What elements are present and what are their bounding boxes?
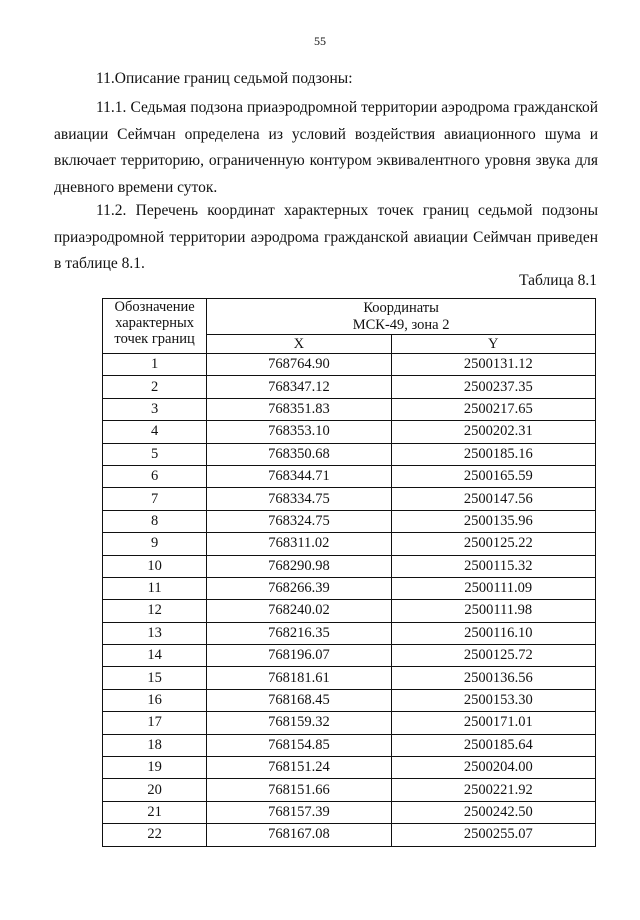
x-coordinate-cell: 768290.98 xyxy=(207,555,391,577)
point-number-cell: 9 xyxy=(103,533,207,555)
point-number-cell: 16 xyxy=(103,689,207,711)
x-coordinate-cell: 768347.12 xyxy=(207,376,391,398)
point-number-cell: 5 xyxy=(103,443,207,465)
y-coordinate-cell: 2500217.65 xyxy=(391,398,595,420)
y-coordinate-cell: 2500204.00 xyxy=(391,757,595,779)
table-row xyxy=(103,533,596,555)
point-number-cell: 7 xyxy=(103,488,207,510)
table-row xyxy=(103,555,596,577)
y-coordinate-cell: 2500185.16 xyxy=(391,443,595,465)
table-row xyxy=(103,689,596,711)
section-heading: 11.Описание границ седьмой подзоны: xyxy=(96,70,353,87)
x-coordinate-cell: 768311.02 xyxy=(207,533,391,555)
header-coordinates-title: Координаты xyxy=(363,299,439,316)
x-coordinate-cell: 768196.07 xyxy=(207,645,391,667)
page-number: 55 xyxy=(314,34,326,48)
point-number-cell: 4 xyxy=(103,421,207,443)
y-coordinate-cell: 2500147.56 xyxy=(391,488,595,510)
table-body xyxy=(103,354,596,847)
header-points: Обозначение характерных точек границ xyxy=(103,299,207,354)
point-number-cell: 2 xyxy=(103,376,207,398)
y-coordinate-cell: 2500125.22 xyxy=(391,533,595,555)
x-coordinate-cell: 768151.24 xyxy=(207,757,391,779)
point-number-cell: 20 xyxy=(103,779,207,801)
x-coordinate-cell: 768350.68 xyxy=(207,443,391,465)
table-row xyxy=(103,488,596,510)
y-coordinate-cell: 2500255.07 xyxy=(391,824,595,846)
x-coordinate-cell: 768344.71 xyxy=(207,465,391,487)
table-row xyxy=(103,622,596,644)
y-coordinate-cell: 2500202.31 xyxy=(391,421,595,443)
y-coordinate-cell: 2500131.12 xyxy=(391,354,595,376)
x-coordinate-cell: 768167.08 xyxy=(207,824,391,846)
table-row xyxy=(103,600,596,622)
y-coordinate-cell: 2500171.01 xyxy=(391,712,595,734)
paragraph-11-1: 11.1. Седьмая подзона приаэродромной территории аэродрома гражданской авиации Сеймчан определена из условий воздействия авиационного шума и включает территорию, ограниченную контуром эквивалентного уровня звука для дневного времени суток. xyxy=(54,99,598,196)
header-coordinates xyxy=(207,299,596,335)
point-number-cell: 10 xyxy=(103,555,207,577)
header-coordinate-system: МСК-49, зона 2 xyxy=(352,316,450,333)
point-number-cell: 12 xyxy=(103,600,207,622)
point-number-cell: 19 xyxy=(103,757,207,779)
point-number-cell: 13 xyxy=(103,622,207,644)
table-row xyxy=(103,510,596,532)
y-coordinate-cell: 2500153.30 xyxy=(391,689,595,711)
y-coordinate-cell: 2500115.32 xyxy=(391,555,595,577)
point-number-cell: 3 xyxy=(103,398,207,420)
header-y: Y xyxy=(391,335,595,354)
table-row xyxy=(103,354,596,376)
point-number-cell: 8 xyxy=(103,510,207,532)
table-row xyxy=(103,577,596,599)
y-coordinate-cell: 2500135.96 xyxy=(391,510,595,532)
x-coordinate-cell: 768324.75 xyxy=(207,510,391,532)
y-coordinate-cell: 2500242.50 xyxy=(391,801,595,823)
table-row xyxy=(103,398,596,420)
table-row xyxy=(103,824,596,846)
point-number-cell: 18 xyxy=(103,734,207,756)
x-coordinate-cell: 768181.61 xyxy=(207,667,391,689)
header-x: X xyxy=(207,335,391,354)
x-coordinate-cell: 768168.45 xyxy=(207,689,391,711)
x-coordinate-cell: 768353.10 xyxy=(207,421,391,443)
point-number-cell: 17 xyxy=(103,712,207,734)
y-coordinate-cell: 2500111.09 xyxy=(391,577,595,599)
point-number-cell: 1 xyxy=(103,354,207,376)
point-number-cell: 14 xyxy=(103,645,207,667)
table-row xyxy=(103,376,596,398)
x-coordinate-cell: 768154.85 xyxy=(207,734,391,756)
x-coordinate-cell: 768764.90 xyxy=(207,354,391,376)
table-caption: Таблица 8.1 xyxy=(519,272,597,289)
x-coordinate-cell: 768151.66 xyxy=(207,779,391,801)
point-number-cell: 22 xyxy=(103,824,207,846)
paragraph-11-2: 11.2. Перечень координат характерных точек границ седьмой подзоны приаэродромной территории аэродрома гражданской авиации Сеймчан приведен в таблице 8.1. xyxy=(54,202,598,272)
table-row xyxy=(103,779,596,801)
point-number-cell: 6 xyxy=(103,465,207,487)
table-row xyxy=(103,734,596,756)
y-coordinate-cell: 2500185.64 xyxy=(391,734,595,756)
point-number-cell: 11 xyxy=(103,577,207,599)
table-row xyxy=(103,421,596,443)
y-coordinate-cell: 2500111.98 xyxy=(391,600,595,622)
x-coordinate-cell: 768351.83 xyxy=(207,398,391,420)
y-coordinate-cell: 2500221.92 xyxy=(391,779,595,801)
point-number-cell: 15 xyxy=(103,667,207,689)
coordinates-table xyxy=(102,298,596,847)
y-coordinate-cell: 2500125.72 xyxy=(391,645,595,667)
x-coordinate-cell: 768334.75 xyxy=(207,488,391,510)
table-row xyxy=(103,712,596,734)
table-row xyxy=(103,801,596,823)
y-coordinate-cell: 2500136.56 xyxy=(391,667,595,689)
x-coordinate-cell: 768240.02 xyxy=(207,600,391,622)
y-coordinate-cell: 2500237.35 xyxy=(391,376,595,398)
x-coordinate-cell: 768157.39 xyxy=(207,801,391,823)
table-row xyxy=(103,645,596,667)
x-coordinate-cell: 768159.32 xyxy=(207,712,391,734)
point-number-cell: 21 xyxy=(103,801,207,823)
x-coordinate-cell: 768216.35 xyxy=(207,622,391,644)
y-coordinate-cell: 2500116.10 xyxy=(391,622,595,644)
table-row xyxy=(103,757,596,779)
table-row xyxy=(103,443,596,465)
y-coordinate-cell: 2500165.59 xyxy=(391,465,595,487)
table-row xyxy=(103,667,596,689)
x-coordinate-cell: 768266.39 xyxy=(207,577,391,599)
table-row xyxy=(103,465,596,487)
